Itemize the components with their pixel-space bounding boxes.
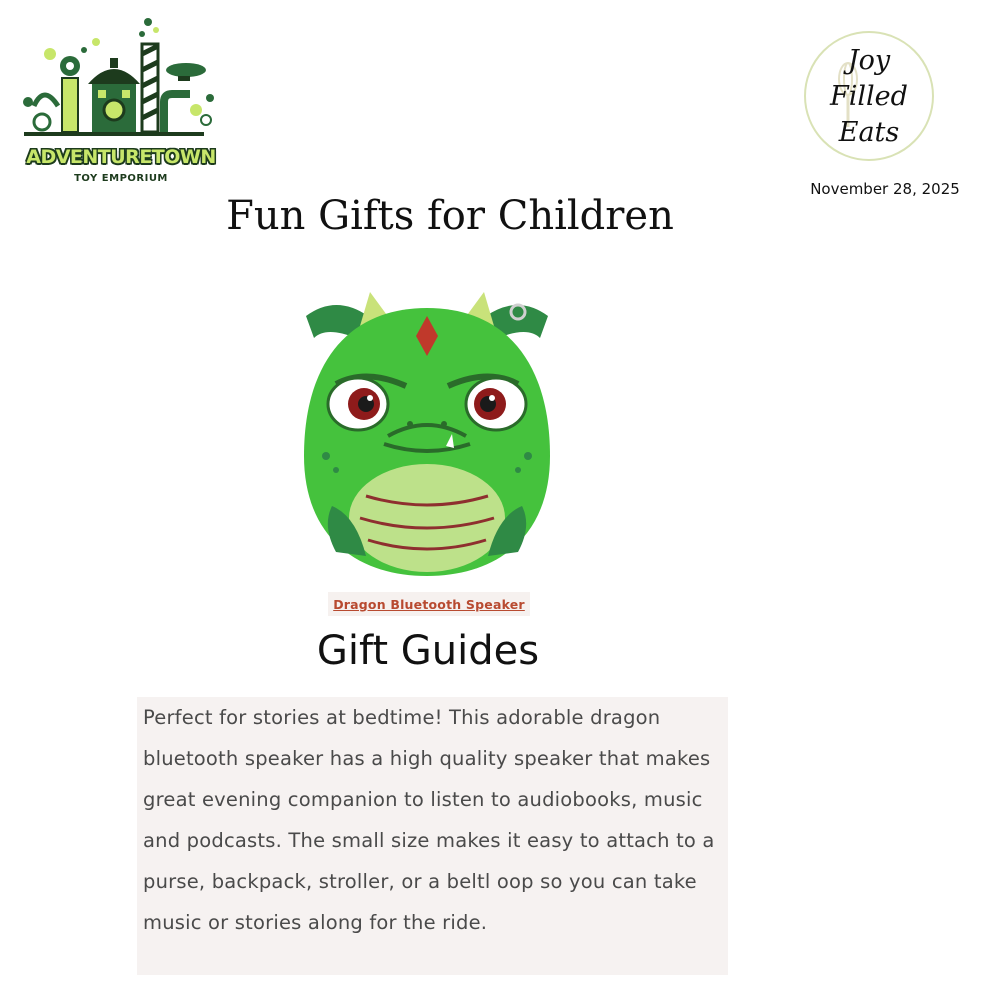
product-description-box [137, 697, 728, 975]
section-title: Gift Guides [316, 628, 540, 674]
dragon-speaker-link[interactable]: Dragon Bluetooth Speaker [333, 596, 525, 612]
dragon-illustration [296, 286, 558, 582]
adventuretown-subtitle: TOY EMPORIUM [74, 173, 168, 184]
publish-date: November 28, 2025 [810, 180, 960, 198]
logo-text-eats: Eats [838, 117, 900, 148]
adventuretown-wordmark: ADVENTURETOWN [26, 146, 216, 168]
dragon-speaker-image[interactable] [296, 286, 558, 582]
adventuretown-skyline-graphic [14, 14, 224, 149]
product-caption [328, 592, 530, 616]
logo-text-joy: Joy [847, 45, 891, 76]
logo-text-filled: Filled [830, 81, 908, 112]
adventuretown-logo[interactable] [14, 14, 224, 192]
product-description: Perfect for stories at bedtime! This adorable dragon bluetooth speaker has a high quality speaker that makes great evening companion to listen to audiobooks, music and podcasts. The small size makes it easy to attach to a purse, backpack, stroller, or a beltl oop so you can take music or stories along for the ride. [143, 706, 715, 934]
page-title: Fun Gifts for Children [226, 193, 674, 239]
joy-filled-eats-logo[interactable] [804, 31, 934, 161]
